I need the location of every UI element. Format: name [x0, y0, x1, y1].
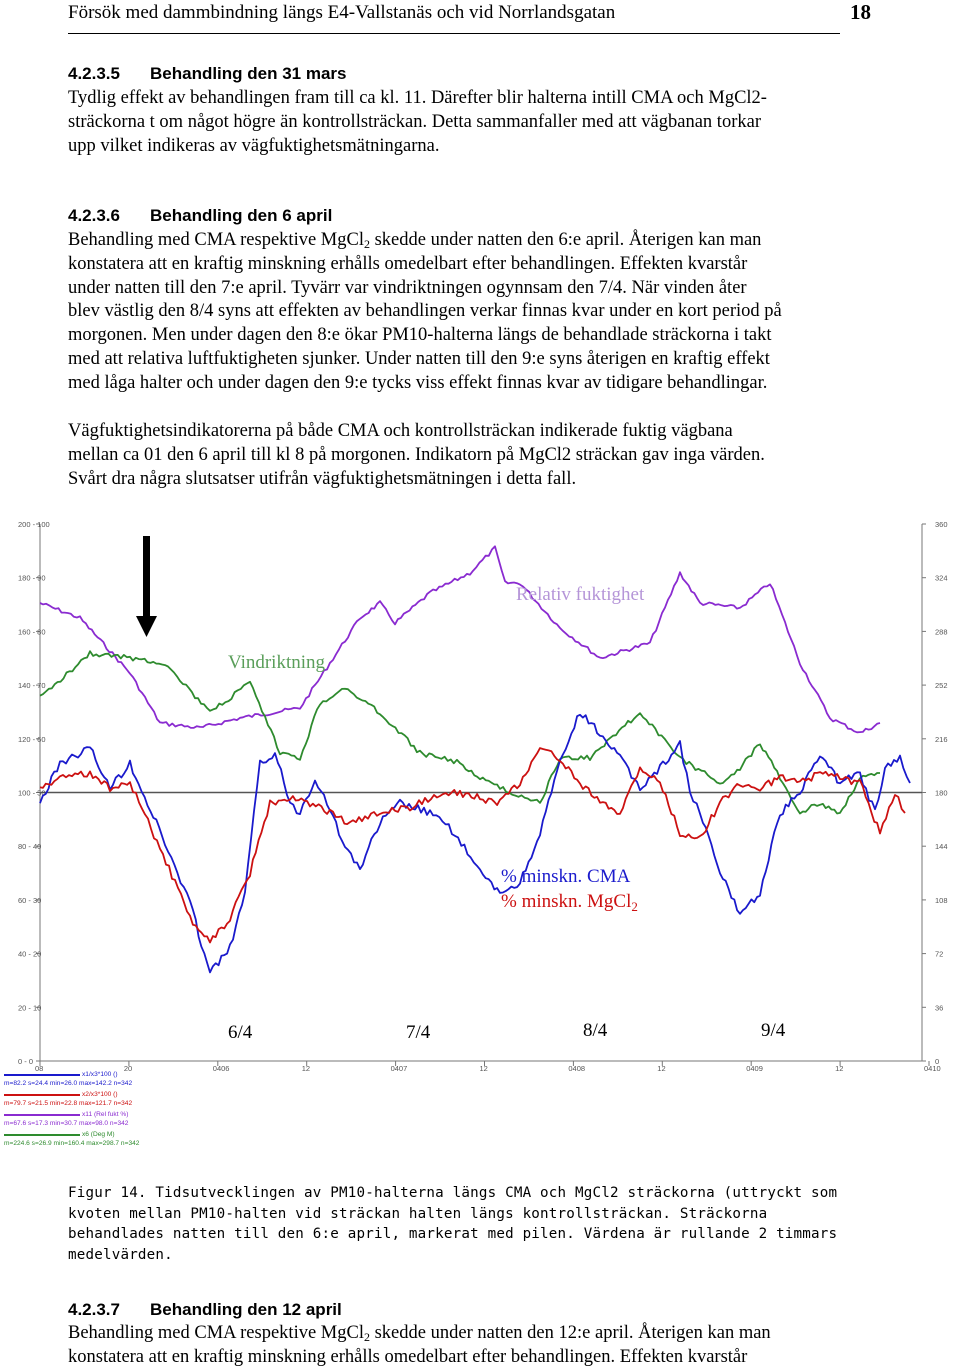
- y-tick-label-right: 216: [935, 734, 948, 744]
- series-wind-direction: [40, 651, 880, 813]
- x-tick-label: 12: [835, 1064, 844, 1073]
- y-tick-label-right: 0: [935, 1057, 940, 1066]
- body-line: blev västlig den 8/4 syns att effekten av behandlingen verkar finnas kvar under en kort period på: [68, 301, 782, 322]
- body-line: konstatera att en kraftig minskning erhålls omedelbart efter behandlingen. Effekten kvarstår: [68, 1346, 748, 1367]
- legend-item: [4, 1131, 140, 1147]
- body-line: under natten till den 7:e april. Tyvärr var vindriktningen ogynnsam den 7/4. När vinden åter: [68, 277, 747, 298]
- legend-label: x6 (Deg M): [82, 1131, 115, 1138]
- x-tick-label: 12: [479, 1064, 488, 1073]
- y-tick-label-right: 360: [935, 520, 948, 529]
- body-line: konstatera att en kraftig minskning erhålls omedelbart efter behandlingen. Effekten kvarstår: [68, 253, 748, 274]
- x-tick-label: 0407: [390, 1064, 408, 1073]
- body-line: morgonen. Men under dagen den 8:e ökar PM10-halterna längs de behandlade sträckorna i takt: [68, 325, 772, 346]
- subscript: 2: [363, 1330, 370, 1344]
- y-tick-label-right: 252: [935, 681, 948, 691]
- y-tick-label-right: 36: [935, 1003, 944, 1013]
- label-reduction-cma: % minskn. CMA: [501, 866, 631, 887]
- caption-line: behandlades natten till den 6:e april, markerat med pilen. Värdena är rullande 2 timmars: [68, 1226, 838, 1242]
- body-text: Behandling med CMA respektive MgCl: [68, 230, 364, 250]
- x-tick-label: 0408: [568, 1064, 586, 1073]
- y-tick-label-right: 180: [935, 788, 948, 798]
- subscript: 2: [363, 237, 370, 251]
- y-tick-label-left: 60 - 30: [18, 895, 42, 905]
- body-line: [68, 229, 782, 253]
- y-tick-label-right: 72: [935, 949, 944, 959]
- y-tick-label-left: 120 - 60: [18, 734, 46, 744]
- x-tick-label: 0406: [212, 1064, 230, 1073]
- figure-caption: [68, 1183, 837, 1265]
- body-line: [68, 1322, 771, 1346]
- legend-item: [4, 1111, 129, 1127]
- body-text: Behandling med CMA respektive MgCl: [68, 1323, 364, 1343]
- body-text: skedde under natten den 6:e april. Återigen kan man: [369, 230, 762, 250]
- x-tick-label: 12: [657, 1064, 666, 1073]
- page-number: 18: [850, 0, 871, 24]
- header-rule: [68, 33, 840, 34]
- y-tick-label-left: 0 - 0: [18, 1057, 34, 1066]
- section-body-4-2-3-6: [68, 229, 782, 396]
- chart-grid: [36, 524, 960, 1066]
- chart-legend: [4, 1071, 140, 1147]
- section-body-4-2-3-5: [68, 87, 767, 158]
- x-tick-label: 12: [301, 1064, 311, 1073]
- section-title: Behandling den 31 mars: [150, 64, 347, 83]
- body-text: skedde under natten den 12:e april. Återigen kan man: [369, 1323, 771, 1343]
- section-heading-4-2-3-6: [68, 206, 332, 226]
- y-tick-label-left: 100 - 50: [18, 788, 46, 798]
- body-line: mellan ca 01 den 6 april till kl 8 på morgonen. Indikatorn på MgCl2 sträckan gav inga värden.: [68, 444, 765, 465]
- y-tick-label-left: 20 - 10: [18, 1003, 42, 1013]
- label-text: % minskn. MgCl: [501, 891, 632, 912]
- subscript: 2: [631, 899, 638, 914]
- series-mgcl2: [40, 748, 905, 942]
- section-number: 4.2.3.5: [68, 64, 120, 83]
- legend-stats: m=67.6 s=17.3 min=30.7 max=98.0 n=342: [4, 1120, 129, 1127]
- body-line: upp vilket indikeras av vägfuktighetsmätningarna.: [68, 135, 440, 156]
- legend-label: x2/x3*100 (): [82, 1091, 118, 1098]
- section-title: Behandling den 12 april: [150, 1300, 342, 1319]
- body-line: Svårt dra några slutsatser utifrån vägfuktighetsmätningen i detta fall.: [68, 468, 577, 489]
- legend-stats: m=79.7 s=21.5 min=22.8 max=121.7 n=342: [4, 1100, 133, 1107]
- x-tick-label: 20: [123, 1064, 133, 1073]
- section-number: 4.2.3.7: [68, 1300, 120, 1319]
- y-tick-label-left: 160 - 80: [18, 627, 46, 637]
- treatment-arrow: [136, 536, 157, 637]
- section-number: 4.2.3.6: [68, 206, 120, 225]
- x-axis-labels: [35, 1064, 960, 1073]
- x-tick-label: 0410: [924, 1064, 941, 1073]
- section-heading-4-2-3-7: [68, 1300, 342, 1320]
- y-tick-label-right: 324: [935, 573, 948, 583]
- legend-stats: m=82.2 s=24.4 min=26.0 max=142.2 n=342: [4, 1080, 133, 1087]
- x-tick-label: 0409: [746, 1064, 763, 1073]
- x-tick-label: 08: [35, 1064, 44, 1073]
- caption-line: kvoten mellan PM10-halten vid sträckan halten längs kontrollsträckan. Sträckorna: [68, 1205, 768, 1222]
- legend-label: x11 (Rel fukt %): [82, 1111, 129, 1118]
- chart-svg: [0, 513, 960, 1153]
- caption-line: medelvärden.: [68, 1246, 173, 1263]
- series-relative-humidity: [40, 546, 880, 732]
- body-line: sträckorna t om något högre än kontrollsträckan. Detta sammanfaller med att vägbanan torkar: [68, 111, 761, 132]
- section-title: Behandling den 6 april: [150, 206, 333, 225]
- legend-item: [4, 1071, 132, 1087]
- legend-stats: m=224.6 s=26.9 min=160.4 max=298.7 n=342: [4, 1140, 140, 1147]
- paragraph-road-moisture: [68, 420, 765, 491]
- date-label: 9/4: [761, 1020, 786, 1041]
- body-line: med låga halter och under dagen den 9:e tycks viss effekt finnas kvar av tidigare behandlingar.: [68, 372, 768, 393]
- y-tick-label-left: 80 - 40: [18, 842, 42, 852]
- label-wind-direction: Vindriktning: [228, 652, 326, 673]
- legend-label: x1/x3*100 (): [82, 1071, 118, 1078]
- legend-item: [4, 1091, 132, 1107]
- y-tick-label-right: 288: [935, 627, 948, 637]
- date-label: 7/4: [406, 1022, 431, 1043]
- section-body-4-2-3-7: [68, 1322, 771, 1370]
- label-reduction-mgcl2: [501, 891, 638, 914]
- running-header-title: Försök med dammbindning längs E4-Vallstanäs och vid Norrlandsgatan: [68, 2, 616, 23]
- figure-14-chart: [0, 513, 960, 1153]
- y-tick-label-left: 180 - 90: [18, 573, 46, 583]
- date-label: 8/4: [583, 1020, 608, 1041]
- label-relative-humidity: Relativ fuktighet: [516, 584, 645, 605]
- caption-line: Figur 14. Tidsutvecklingen av PM10-halterna längs CMA och MgCl2 sträckorna (uttryckt som: [68, 1185, 838, 1201]
- y-tick-label-right: 144: [935, 842, 948, 852]
- body-line: Tydlig effekt av behandlingen fram till ca kl. 11. Därefter blir halterna intill CMA och MgCl2-: [68, 88, 767, 108]
- body-line: med att relativa luftfuktigheten sjunker. Under natten till den 9:e syns återigen en kraftig effekt: [68, 348, 770, 369]
- y-tick-label-right: 108: [935, 895, 948, 905]
- body-line: Vägfuktighetsindikatorerna på både CMA och kontrollsträckan indikerade fuktig vägbana: [68, 421, 733, 441]
- chart-series: [40, 546, 910, 972]
- y-tick-label-left: 200 - 100: [18, 520, 50, 529]
- y-tick-label-left: 140 - 70: [18, 681, 46, 691]
- section-heading-4-2-3-5: [68, 64, 347, 84]
- date-label: 6/4: [228, 1022, 253, 1043]
- series-cma: [40, 715, 910, 973]
- y-tick-label-left: 40 - 20: [18, 949, 42, 959]
